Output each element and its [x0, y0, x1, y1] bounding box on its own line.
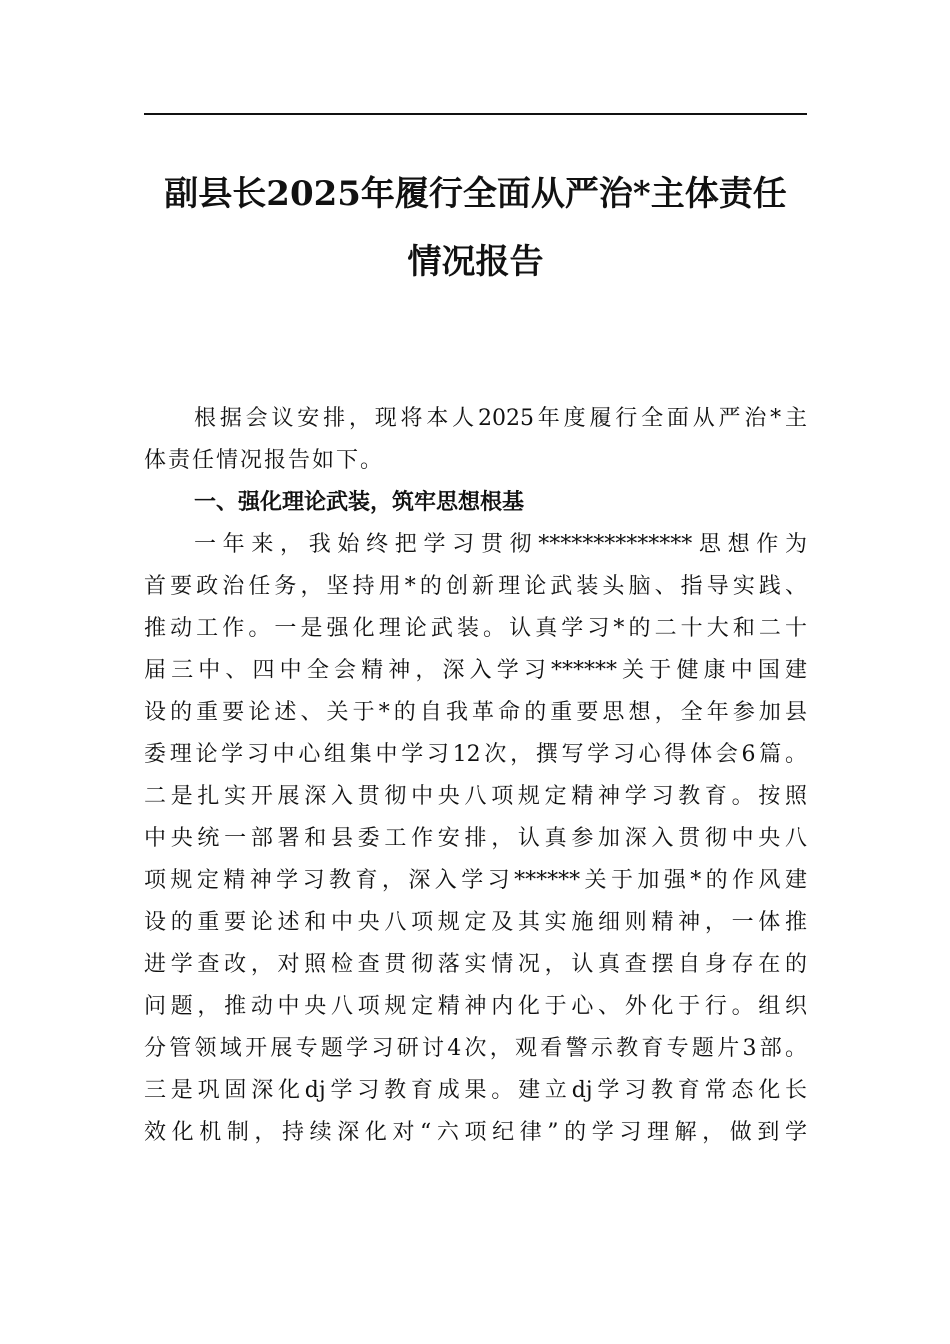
paragraph-line: 分管领域开展专题学习研讨4次，观看警示教育专题片3部。 [144, 1036, 807, 1061]
document-body [144, 398, 807, 1154]
title-line-1: 副县长2025年履行全面从严治*主体责任 [164, 174, 787, 214]
header-rule [144, 113, 807, 115]
section-heading: 一、强化理论武装，筑牢思想根基 [194, 490, 525, 515]
paragraph-line: 项规定精神学习教育，深入学习******关于加强*的作风建 [144, 868, 807, 893]
paragraph-line: 设的重要论述、关于*的自我革命的重要思想，全年参加县 [144, 700, 807, 725]
document-title [144, 160, 807, 296]
paragraph-line: 二是扎实开展深入贯彻中央八项规定精神学习教育。按照 [144, 784, 807, 809]
paragraph-line: 设的重要论述和中央八项规定及其实施细则精神，一体推 [144, 910, 807, 935]
title-line-2: 情况报告 [407, 242, 544, 282]
paragraph-line: 三是巩固深化dj学习教育成果。建立dj学习教育常态化长 [144, 1078, 807, 1103]
paragraph-line: 推动工作。一是强化理论武装。认真学习*的二十大和二十 [144, 616, 807, 641]
paragraph-line: 首要政治任务，坚持用*的创新理论武装头脑、指导实践、 [144, 574, 807, 599]
intro-line-2: 体责任情况报告如下。 [144, 448, 385, 473]
paragraph-line: 届三中、四中全会精神，深入学习******关于健康中国建 [144, 658, 807, 683]
intro-line-1: 根据会议安排，现将本人2025年度履行全面从严治*主 [194, 406, 807, 431]
paragraph-line: 委理论学习中心组集中学习12次，撰写学习心得体会6篇。 [144, 742, 807, 767]
paragraph-line: 中央统一部署和县委工作安排，认真参加深入贯彻中央八 [144, 826, 807, 851]
paragraph-line: 一年来，我始终把学习贯彻**************思想作为 [194, 532, 807, 557]
paragraph-line: 效化机制，持续深化对“六项纪律”的学习理解，做到学 [144, 1120, 807, 1145]
paragraph-line: 进学查改，对照检查贯彻落实情况，认真查摆自身存在的 [144, 952, 807, 977]
paragraph-line: 问题，推动中央八项规定精神内化于心、外化于行。组织 [144, 994, 807, 1019]
